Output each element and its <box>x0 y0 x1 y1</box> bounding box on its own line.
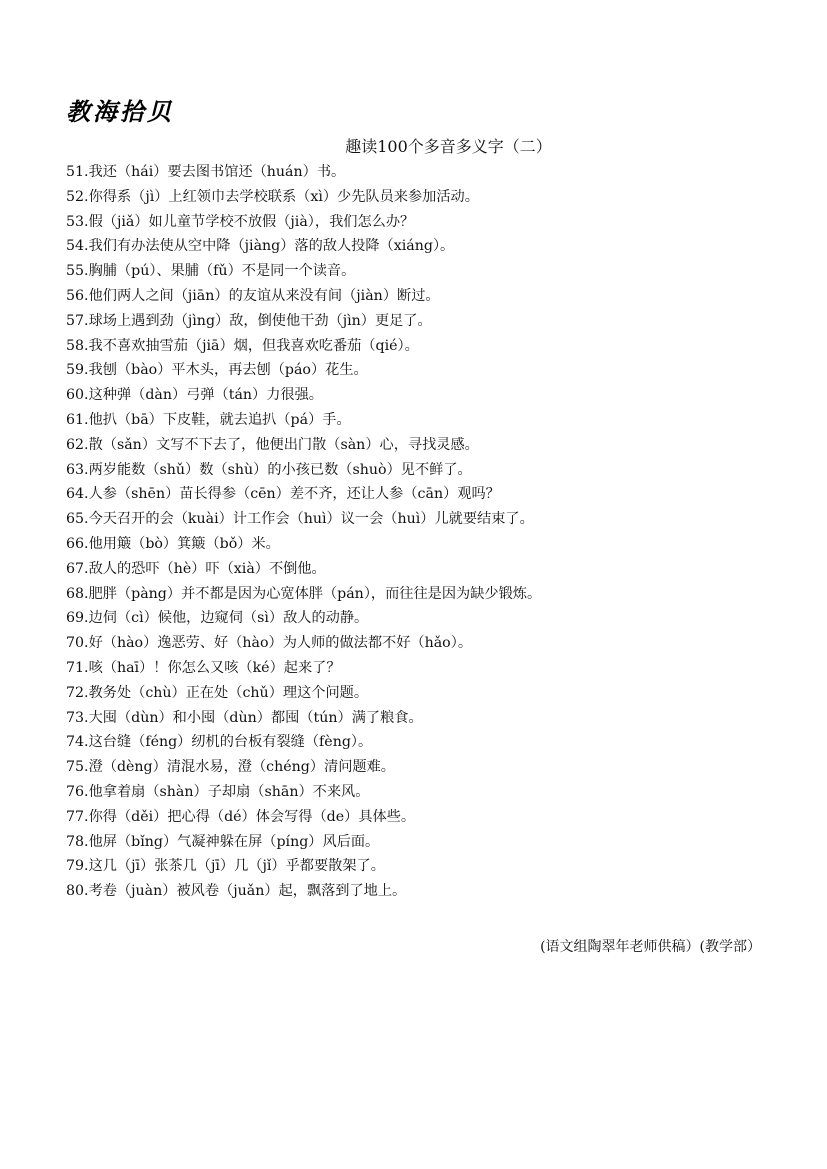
list-item: 66.他用簸（bò）箕簸（bǒ）米。 <box>66 535 280 552</box>
list-item: 77.你得（děi）把心得（dé）体会写得（de）具体些。 <box>66 808 416 825</box>
list-item: 67.敌人的恐吓（hè）吓（xià）不倒他。 <box>66 560 326 577</box>
list-item: 71.咳（haī）！你怎么又咳（ké）起来了？ <box>66 659 341 676</box>
list-item: 60.这种弹（dàn）弓弹（tán）力很强。 <box>66 387 323 404</box>
list-item: 72.教务处（chù）正在处（chǔ）理这个问题。 <box>66 684 369 701</box>
polyphone-list <box>66 160 541 904</box>
list-item: 54.我们有办法使从空中降（jiàng）落的敌人投降（xiáng）。 <box>66 238 455 255</box>
list-item: 65.今天召开的会（kuài）计工作会（huì）议一会（huì）儿就要结束了。 <box>66 511 534 528</box>
list-item: 58.我不喜欢抽雪茄（jiā）烟，但我喜欢吃番茄（qié）。 <box>66 337 419 354</box>
list-item: 70.好（hào）逸恶劳、好（hào）为人师的做法都不好（hǎo）。 <box>66 635 473 652</box>
list-item: 75.澄（dèng）清混水易，澄（chéng）清问题难。 <box>66 759 395 776</box>
section-title: 教海拾贝 <box>66 98 174 126</box>
list-item: 51.我还（hái）要去图书馆还（huán）书。 <box>66 164 346 180</box>
list-item: 74.这台缝（féng）纫机的台板有裂缝（fèng）。 <box>66 734 373 751</box>
list-item: 61.他扒（bā）下皮鞋，就去追扒（pá）手。 <box>66 411 351 428</box>
list-item: 68.肥胖（pàng）并不都是因为心宽体胖（pán），而往往是因为缺少锻炼。 <box>66 585 542 602</box>
list-item: 78.他屏（bǐng）气凝神躲在屏（píng）风后面。 <box>66 833 380 850</box>
list-item: 64.人参（shēn）苗长得参（cēn）差不齐，还让人参（cān）观吗？ <box>66 486 500 503</box>
list-item: 62.散（sǎn）文写不下去了，他便出门散（sàn）心，寻找灵感。 <box>66 436 479 453</box>
list-item: 80.考卷（juàn）被风卷（juǎn）起，飘落到了地上。 <box>66 883 407 900</box>
list-item: 63.两岁能数（shǔ）数（shù）的小孩已数（shuò）见不鲜了。 <box>66 461 472 478</box>
list-item: 79.这几（jī）张茶几（jī）几（jǐ）乎都要散架了。 <box>66 858 385 875</box>
list-item: 55.胸脯（pú）、果脯（fǔ）不是同一个读音。 <box>66 263 356 280</box>
list-item: 73.大囤（dùn）和小囤（dùn）都囤（tún）满了粮食。 <box>66 709 423 726</box>
list-item: 53.假（jiǎ）如儿童节学校不放假（jià），我们怎么办？ <box>66 213 415 230</box>
document-title: 趣读100个多音多义字（二） <box>345 137 552 156</box>
author-credit: (语文组陶翠年老师供稿）(教学部） <box>540 939 761 955</box>
list-item: 52.你得系（jì）上红领巾去学校联系（xì）少先队员来参加活动。 <box>66 188 479 205</box>
list-item: 69.边伺（cì）候他，边窥伺（sì）敌人的动静。 <box>66 610 369 627</box>
list-item: 76.他拿着扇（shàn）子却扇（shān）不来风。 <box>66 783 370 800</box>
list-item: 59.我刨（bào）平木头，再去刨（páo）花生。 <box>66 362 368 379</box>
list-item: 57.球场上遇到劲（jìng）敌，倒使他干劲（jìn）更足了。 <box>66 312 432 329</box>
list-item: 56.他们两人之间（jiān）的友谊从来没有间（jiàn）断过。 <box>66 287 440 304</box>
